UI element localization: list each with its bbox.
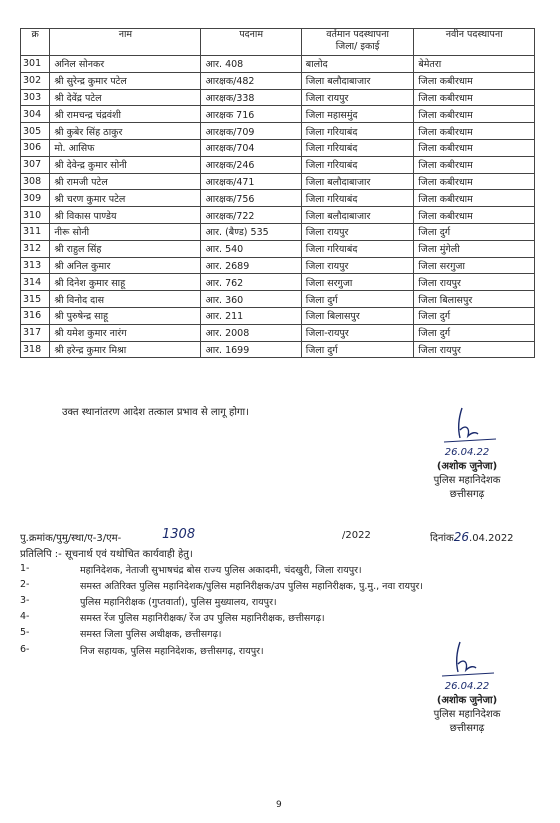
cell-new-posting: बेमेतरा [414, 56, 535, 73]
reference-year: /2022 [342, 530, 371, 541]
table-body [21, 56, 535, 358]
cell-new-posting: जिला दुर्ग [414, 324, 535, 341]
cell-new-posting: जिला रायपुर [414, 341, 535, 358]
cell-name: श्री हरेन्द्र कुमार मिश्रा [50, 341, 201, 358]
cell-current-posting: जिला गरियाबंद [301, 139, 414, 156]
cell-rank: आर. 408 [201, 56, 301, 73]
cell-current-posting: जिला दुर्ग [301, 341, 414, 358]
table-row [21, 56, 535, 73]
cell-current-posting: जिला रायपुर [301, 89, 414, 106]
cell-new-posting: जिला दुर्ग [414, 223, 535, 240]
cell-rank: आरक्षक/704 [201, 139, 301, 156]
cell-new-posting: जिला कबीरधाम [414, 123, 535, 140]
cell-num: 315 [21, 291, 50, 308]
reference-number: 1308 [162, 527, 196, 542]
cell-rank: आरक्षक/709 [201, 123, 301, 140]
table-row [21, 89, 535, 106]
copy-item-text: पुलिस महानिरीक्षक (गुप्तवार्ता), पुलिस मुख्यालय, रायपुर। [80, 597, 277, 608]
cell-rank: आर. 360 [201, 291, 301, 308]
table-row [21, 307, 535, 324]
table-row [21, 156, 535, 173]
cell-new-posting: जिला कबीरधाम [414, 106, 535, 123]
cell-name: श्री देवेन्द्र कुमार सोनी [50, 156, 201, 173]
cell-num: 311 [21, 223, 50, 240]
cell-rank: आर. 540 [201, 240, 301, 257]
cell-current-posting: जिला-रायपुर [301, 324, 414, 341]
cell-current-posting: जिला रायपुर [301, 223, 414, 240]
header-current-line2: जिला/ इकाई [335, 41, 380, 52]
signature-date-2: 26.04.22 [444, 681, 490, 692]
copy-item-number: 2- [20, 579, 30, 590]
cell-new-posting: जिला कबीरधाम [414, 139, 535, 156]
cell-name: श्री पुरुषेन्द्र साहू [50, 307, 201, 324]
table-row [21, 173, 535, 190]
signatory-title-1: पुलिस महानिदेशक [433, 475, 501, 486]
cell-rank: आर. 211 [201, 307, 301, 324]
cell-rank: आरक्षक 716 [201, 106, 301, 123]
cell-current-posting: जिला बलौदाबाजार [301, 72, 414, 89]
cell-rank: आर. 2689 [201, 257, 301, 274]
table-row [21, 72, 535, 89]
cell-name: श्री सुरेन्द्र कुमार पटेल [50, 72, 201, 89]
cell-num: 304 [21, 106, 50, 123]
cell-num: 317 [21, 324, 50, 341]
table-row [21, 341, 535, 358]
cell-num: 306 [21, 139, 50, 156]
signatory-state-1: छत्तीसगढ़ [449, 489, 485, 500]
cell-num: 301 [21, 56, 50, 73]
cell-name: नीरू सोनी [50, 223, 201, 240]
copy-item-text: निज सहायक, पुलिस महानिदेशक, छत्तीसगढ़, रायपुर। [80, 646, 264, 657]
table-row [21, 291, 535, 308]
cell-current-posting: बालोद [301, 56, 414, 73]
cell-num: 307 [21, 156, 50, 173]
reference-date-rest: .04.2022 [469, 533, 514, 544]
cell-new-posting: जिला कबीरधाम [414, 89, 535, 106]
cell-rank: आर. 1699 [201, 341, 301, 358]
table-row [21, 207, 535, 224]
cell-name: श्री राहुल सिंह [50, 240, 201, 257]
cell-name: श्री दिनेश कुमार साहू [50, 274, 201, 291]
cell-num: 318 [21, 341, 50, 358]
cell-num: 302 [21, 72, 50, 89]
cell-name: श्री चरण कुमार पटेल [50, 190, 201, 207]
signatory-name-1: (अशोक जुनेजा) [436, 461, 498, 472]
header-num: क्र [21, 29, 50, 56]
signatory-state-2: छत्तीसगढ़ [449, 723, 485, 734]
cell-new-posting: जिला कबीरधाम [414, 190, 535, 207]
table-row [21, 223, 535, 240]
signatory-name-2: (अशोक जुनेजा) [436, 695, 498, 706]
cell-num: 303 [21, 89, 50, 106]
cell-name: श्री यमेश कुमार नारंग [50, 324, 201, 341]
cell-num: 312 [21, 240, 50, 257]
signatory-title-2: पुलिस महानिदेशक [433, 709, 501, 720]
copy-item-text: समस्त अतिरिक्त पुलिस महानिदेशक/पुलिस महानिरीक्षक/उप पुलिस महानिरीक्षक, पु.मु., नवा रायपुर। [80, 581, 423, 592]
copy-item-number: 1- [20, 563, 30, 574]
cell-rank: आर. (बैण्ड) 535 [201, 223, 301, 240]
cell-new-posting: जिला मुंगेली [414, 240, 535, 257]
cell-num: 316 [21, 307, 50, 324]
cell-new-posting: जिला कबीरधाम [414, 156, 535, 173]
table-row [21, 240, 535, 257]
cell-new-posting: जिला सरगुजा [414, 257, 535, 274]
cell-name: श्री अनिल कुमार [50, 257, 201, 274]
cell-name: श्री विकास पाण्डेय [50, 207, 201, 224]
header-current-posting [301, 29, 414, 56]
copy-item-text: महानिदेशक, नेताजी सुभाषचंद्र बोस राज्य पुलिस अकादमी, चंदखुरी, जिला रायपुर। [80, 565, 362, 576]
cell-num: 313 [21, 257, 50, 274]
signature-block-2 [412, 640, 522, 736]
cell-current-posting: जिला गरियाबंद [301, 190, 414, 207]
cell-current-posting: जिला सरगुजा [301, 274, 414, 291]
cell-new-posting: जिला कबीरधाम [414, 72, 535, 89]
cell-current-posting: जिला रायपुर [301, 257, 414, 274]
signature-date-1: 26.04.22 [444, 447, 490, 458]
reference-prefix: पु.क्रमांक/पुमु/स्था/ए-3/एम- [20, 533, 122, 544]
cell-num: 309 [21, 190, 50, 207]
cell-rank: आर. 2008 [201, 324, 301, 341]
copy-item-number: 6- [20, 644, 30, 655]
header-rank: पदनाम [201, 29, 301, 56]
cell-name: मो. आसिफ [50, 139, 201, 156]
cell-current-posting: जिला गरियाबंद [301, 240, 414, 257]
cell-num: 310 [21, 207, 50, 224]
cell-new-posting: जिला कबीरधाम [414, 173, 535, 190]
cell-rank: आरक्षक/471 [201, 173, 301, 190]
cell-rank: आरक्षक/482 [201, 72, 301, 89]
table-row [21, 257, 535, 274]
cell-num: 314 [21, 274, 50, 291]
copy-item-text: समस्त रेंज पुलिस महानिरीक्षक/ रेंज उप पुलिस महानिरीक्षक, छत्तीसगढ़। [80, 613, 325, 624]
cell-num: 308 [21, 173, 50, 190]
signature-block-1 [412, 406, 522, 502]
cell-current-posting: जिला दुर्ग [301, 291, 414, 308]
cell-name: श्री देवेंद्र पटेल [50, 89, 201, 106]
page-number: 9 [276, 800, 282, 810]
cell-current-posting: जिला गरियाबंद [301, 156, 414, 173]
cell-name: श्री कुबेर सिंह ठाकुर [50, 123, 201, 140]
cell-new-posting: जिला रायपुर [414, 274, 535, 291]
cell-name: श्री रामचन्द्र चंद्रवंशी [50, 106, 201, 123]
cell-rank: आरक्षक/722 [201, 207, 301, 224]
cell-rank: आरक्षक/338 [201, 89, 301, 106]
cell-current-posting: जिला गरियाबंद [301, 123, 414, 140]
notice-text: उक्त स्थानांतरण आदेश तत्काल प्रभाव से लागू होगा। [62, 407, 249, 418]
copy-item-number: 4- [20, 611, 30, 622]
reference-date [430, 530, 514, 544]
cell-new-posting: जिला बिलासपुर [414, 291, 535, 308]
cell-rank: आरक्षक/756 [201, 190, 301, 207]
header-current-line1: वर्तमान पदस्थापना [326, 29, 389, 40]
copy-item-text: समस्त जिला पुलिस अधीक्षक, छत्तीसगढ़। [80, 629, 222, 640]
cell-num: 305 [21, 123, 50, 140]
table-row [21, 190, 535, 207]
header-name: नाम [50, 29, 201, 56]
table-row [21, 274, 535, 291]
copy-item-number: 3- [20, 595, 30, 606]
table-header-row [21, 29, 535, 56]
reference-date-day: 26 [453, 530, 470, 544]
cell-current-posting: जिला महासमुंद [301, 106, 414, 123]
header-new-posting: नवीन पदस्थापना [414, 29, 535, 56]
copy-item-number: 5- [20, 627, 30, 638]
table-row [21, 324, 535, 341]
table-row [21, 123, 535, 140]
cell-new-posting: जिला दुर्ग [414, 307, 535, 324]
cell-name: श्री विनोद दास [50, 291, 201, 308]
transfer-table [20, 28, 535, 358]
cell-current-posting: जिला बलौदाबाजार [301, 173, 414, 190]
cell-name: अनिल सोनकर [50, 56, 201, 73]
reference-date-label: दिनांक [430, 533, 454, 544]
table-row [21, 106, 535, 123]
copy-heading: प्रतिलिपि :- सूचनार्थ एवं यथोचित कार्यवाही हेतु। [20, 549, 193, 560]
cell-rank: आर. 762 [201, 274, 301, 291]
cell-rank: आरक्षक/246 [201, 156, 301, 173]
table-row [21, 139, 535, 156]
cell-current-posting: जिला बिलासपुर [301, 307, 414, 324]
cell-name: श्री रामजी पटेल [50, 173, 201, 190]
cell-new-posting: जिला कबीरधाम [414, 207, 535, 224]
cell-current-posting: जिला बलौदाबाजार [301, 207, 414, 224]
